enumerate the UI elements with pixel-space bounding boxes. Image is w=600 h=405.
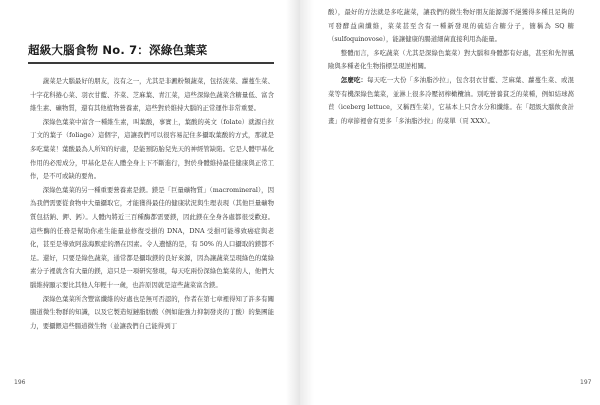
chapter-title: 超級大腦食物 No. 7：深綠色葉菜 — [28, 43, 208, 57]
left-page-body — [30, 75, 274, 333]
page-number-right: 197 — [580, 379, 592, 386]
left-paragraph-3: 深綠色葉菜的另一種重要營養素是鎂。鎂是「巨量礦物質」（macromineral），因為我們需要從食物中大量攝取它，才能獲得最佳的健康狀況與生理表現（其他巨量礦物質包括鈉、鉀、鈣）。人體內將近三百種酶都需要鎂，因此鎂在全身各處都很受歡迎。這些酶的任務是幫助你產生能量並修復受損的 DNA，DNA 受損可能導致癌症與老化，甚至是導致阿茲海默症的潛在因素。令人遺憾的是，有 50% 的人口攝取的鎂都不足。還好，只要是綠色蔬菜，通常都是攝取鎂的良好來源，因為讓蔬菜呈現綠色的葉綠素分子裡就含有大量的鎂，這只是一項研究發現，每天吃兩份深綠色葉菜的人，他們大腦維持顯示要比其他人年輕十一歲，也許原因就是這些蔬菜富含鎂。 — [30, 185, 274, 289]
left-paragraph-1: 蔬菜是大腦最好的朋友，沒有之一，尤其是非澱粉類蔬菜，包括菠菜、蘿蔓生菜、十字花科捲心菜、羽衣甘藍、芥菜、芝麻葉、青江菜，這些深綠色蔬菜含糖量低、富含維生素、礦物質，還有其他植物營養素，這些對於維持大腦的正常運作非常重要。 — [30, 77, 274, 113]
left-paragraph-4: 深綠色葉菜所含豐富纖維的好處也是無可否認的，作者在第七章裡得知了許多有關腸道微生物群的知識，以及它製造短鏈脂肪酸（例如能強力抑制發炎的丁酸）的集團能力，要攝餵這些腸道微生物（並讓我們自己能得到丁 — [30, 294, 274, 330]
how-to-eat-label: 怎麼吃： — [340, 75, 368, 84]
left-paragraph-2: 深綠色葉菜中富含一種維生素，叫葉酸，事實上，葉酸的英文（folate）就源自拉丁文的葉子（foliage）這個字，這讓我們可以很容易記住多攝取葉酸的方式，那就是多吃葉菜！葉酸最為人所知的好處，是能預防胎兒先天的神經管缺陷。它是人體甲基化作用的必需成分，甲基化是在人體全身上下不斷進行，對於身體維持最佳健康與正常工作，是不可或缺的要角。 — [30, 117, 274, 181]
right-page — [300, 0, 600, 405]
page-number-left: 196 — [14, 379, 26, 386]
right-paragraph-1: 酸），最好的方法就是多吃蔬菜，讓我們的微生物好朋友能源源不絕獲得多種且足夠的可發酵益菌纖維，菜菜甚至含有一種新發現的硫結合糖分子，簡稱為 SQ 糖（sulfoquinovose），能讓健康的腸道細菌直接利用為能量。 — [328, 8, 574, 44]
gutter-shadow-right — [300, 0, 314, 405]
how-to-eat-text: 每天吃一大份「多油脂沙拉」，包含羽衣甘藍、芝麻葉、蘿蔓生菜、或混菜等有機深綠色葉菜，並淋上很多冷壓初榨橄欖油。別吃營養貧乏的菜種，例如結球萵苣（iceberg lettuce，又稱西生菜），它基本上只含水分和纖維。在「超級大腦飲食計畫」的章節裡會有更多「多油脂沙拉」的菜單（頁 XXX）。 — [328, 75, 574, 125]
title-rule — [28, 62, 274, 64]
right-paragraph-2: 整體而言，多吃蔬菜（尤其是深綠色葉菜）對大腦和身體都有好處，甚至和先智風險與多種老化生物指標呈現逆相關。 — [328, 48, 574, 71]
gutter-shadow-left — [286, 0, 300, 405]
how-to-eat-paragraph — [328, 74, 574, 128]
right-page-body — [328, 6, 574, 128]
